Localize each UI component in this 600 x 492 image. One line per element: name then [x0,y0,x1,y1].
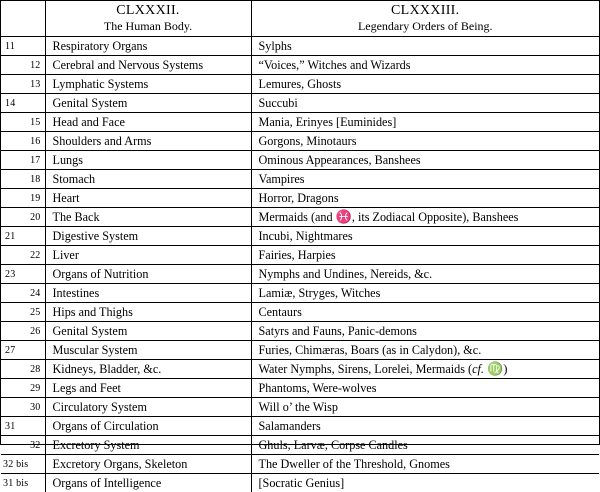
legendary-order-cell: Phantoms, Were-wolves [251,379,599,398]
legendary-order-cell: Gorgons, Minotaurs [251,132,599,151]
table-header-row [1,1,599,37]
table-row [1,56,599,75]
table-row [1,303,599,322]
legendary-order-cell: Mania, Erinyes [Euminides] [251,113,599,132]
key-number-cell [1,37,45,56]
key-number-cell [1,474,45,492]
legendary-order-cell: Fairies, Harpies [251,246,599,265]
table-row [1,37,599,56]
table-row [1,170,599,189]
virgo-glyph-icon: ♍ [484,361,503,376]
key-number-cell [1,227,45,246]
key-number-cell [1,75,45,94]
key-number: 32 [30,440,40,451]
table-row [1,113,599,132]
cell-text-pre: Mermaids (and [259,210,336,224]
human-body-cell: Intestines [45,284,251,303]
key-number-cell [1,360,45,379]
key-number-cell [1,417,45,436]
key-number: 14 [5,98,15,109]
human-body-cell: Cerebral and Nervous Systems [45,56,251,75]
human-body-cell: Circulatory System [45,398,251,417]
key-number: 23 [5,269,15,280]
human-body-cell: Legs and Feet [45,379,251,398]
table-row [1,341,599,360]
human-body-cell: Heart [45,189,251,208]
table-row [1,265,599,284]
legendary-order-cell: Furies, Chimæras, Boars (as in Calydon), &c. [251,341,599,360]
legendary-order-cell [251,208,599,227]
table-row [1,227,599,246]
human-body-cell: Stomach [45,170,251,189]
human-body-cell: Genital System [45,322,251,341]
table-row [1,436,599,455]
key-number: 25 [30,307,40,318]
human-body-cell: Muscular System [45,341,251,360]
key-number-cell [1,436,45,455]
legendary-order-cell: Salamanders [251,417,599,436]
table-row [1,379,599,398]
human-body-cell: Excretory System [45,436,251,455]
key-number: 32 bis [3,459,28,470]
human-body-cell: Liver [45,246,251,265]
legendary-order-cell: Ghuls, Larvæ, Corpse Candles [251,436,599,455]
human-body-cell: Genital System [45,94,251,113]
legendary-orders-column-header [251,1,599,37]
cell-text-post: ) [503,362,507,376]
human-body-column-header [45,1,251,37]
key-number-cell [1,151,45,170]
key-number-cell [1,398,45,417]
legendary-order-cell: Vampires [251,170,599,189]
key-number-cell [1,56,45,75]
table-row [1,322,599,341]
key-number: 26 [30,326,40,337]
table-row [1,455,599,474]
legendary-order-cell: Sylphs [251,37,599,56]
human-body-cell: Kidneys, Bladder, &c. [45,360,251,379]
key-number: 22 [30,250,40,261]
key-number-cell [1,265,45,284]
human-body-cell: Digestive System [45,227,251,246]
key-number: 11 [5,41,15,52]
key-number: 12 [30,60,40,71]
key-number: 24 [30,288,40,299]
human-body-cell: Shoulders and Arms [45,132,251,151]
key-number: 17 [30,155,40,166]
key-number: 30 [30,402,40,413]
key-number: 18 [30,174,40,185]
key-number-cell [1,208,45,227]
key-number-cell [1,170,45,189]
key-number: 21 [5,231,15,242]
table-row [1,132,599,151]
table-row [1,474,599,492]
legendary-order-cell: [Socratic Genius] [251,474,599,492]
key-number-cell [1,284,45,303]
table-row [1,189,599,208]
human-body-cell: Organs of Circulation [45,417,251,436]
table-row [1,208,599,227]
table-row [1,284,599,303]
key-number-cell [1,94,45,113]
key-number-cell [1,379,45,398]
key-number-cell [1,303,45,322]
key-number-header [1,1,45,37]
key-number: 15 [30,117,40,128]
key-number: 20 [30,212,40,223]
human-body-cell: Lungs [45,151,251,170]
human-body-cell: Head and Face [45,113,251,132]
human-body-cell: The Back [45,208,251,227]
key-number: 19 [30,193,40,204]
legendary-order-cell [251,360,599,379]
key-number: 16 [30,136,40,147]
table-row [1,94,599,113]
legendary-order-cell: The Dweller of the Threshold, Gnomes [251,455,599,474]
table-row [1,75,599,94]
column-numeral-left: CLXXXII. [46,3,251,19]
column-title-right: Legendary Orders of Being. [252,19,600,34]
key-number-cell [1,189,45,208]
legendary-order-cell: Horror, Dragons [251,189,599,208]
human-body-cell: Excretory Organs, Skeleton [45,455,251,474]
pisces-glyph-icon: ♓ [336,209,352,224]
legendary-order-cell: Succubi [251,94,599,113]
cf-abbreviation: cf. [472,362,484,376]
key-number-cell [1,113,45,132]
table-row [1,398,599,417]
legendary-order-cell: Incubi, Nightmares [251,227,599,246]
legendary-order-cell: Will o’ the Wisp [251,398,599,417]
column-title-left: The Human Body. [46,19,251,34]
human-body-cell: Hips and Thighs [45,303,251,322]
key-number-cell [1,322,45,341]
key-number: 13 [30,79,40,90]
legendary-order-cell: Lamiæ, Stryges, Witches [251,284,599,303]
table-row [1,417,599,436]
table-row [1,151,599,170]
key-number: 27 [5,345,15,356]
table-row [1,360,599,379]
legendary-order-cell: Nymphs and Undines, Nereids, &c. [251,265,599,284]
human-body-cell: Lymphatic Systems [45,75,251,94]
human-body-cell: Organs of Intelligence [45,474,251,492]
correspondence-table [1,1,599,492]
key-number-cell [1,132,45,151]
key-number: 31 bis [3,478,28,489]
legendary-order-cell: Satyrs and Fauns, Panic-demons [251,322,599,341]
column-numeral-right: CLXXXIII. [252,3,600,19]
key-number-cell [1,246,45,265]
human-body-cell: Respiratory Organs [45,37,251,56]
human-body-cell: Organs of Nutrition [45,265,251,284]
legendary-order-cell: Lemures, Ghosts [251,75,599,94]
legendary-order-cell: Centaurs [251,303,599,322]
cell-text-post: , its Zodiacal Opposite), Banshees [352,210,519,224]
legendary-order-cell: “Voices,” Witches and Wizards [251,56,599,75]
key-number-cell [1,455,45,474]
cell-text-pre: Water Nymphs, Sirens, Lorelei, Mermaids ( [259,362,473,376]
table-row [1,246,599,265]
key-number: 31 [5,421,15,432]
key-number-cell [1,341,45,360]
key-number: 29 [30,383,40,394]
legendary-order-cell: Ominous Appearances, Banshees [251,151,599,170]
key-number: 28 [30,364,40,375]
